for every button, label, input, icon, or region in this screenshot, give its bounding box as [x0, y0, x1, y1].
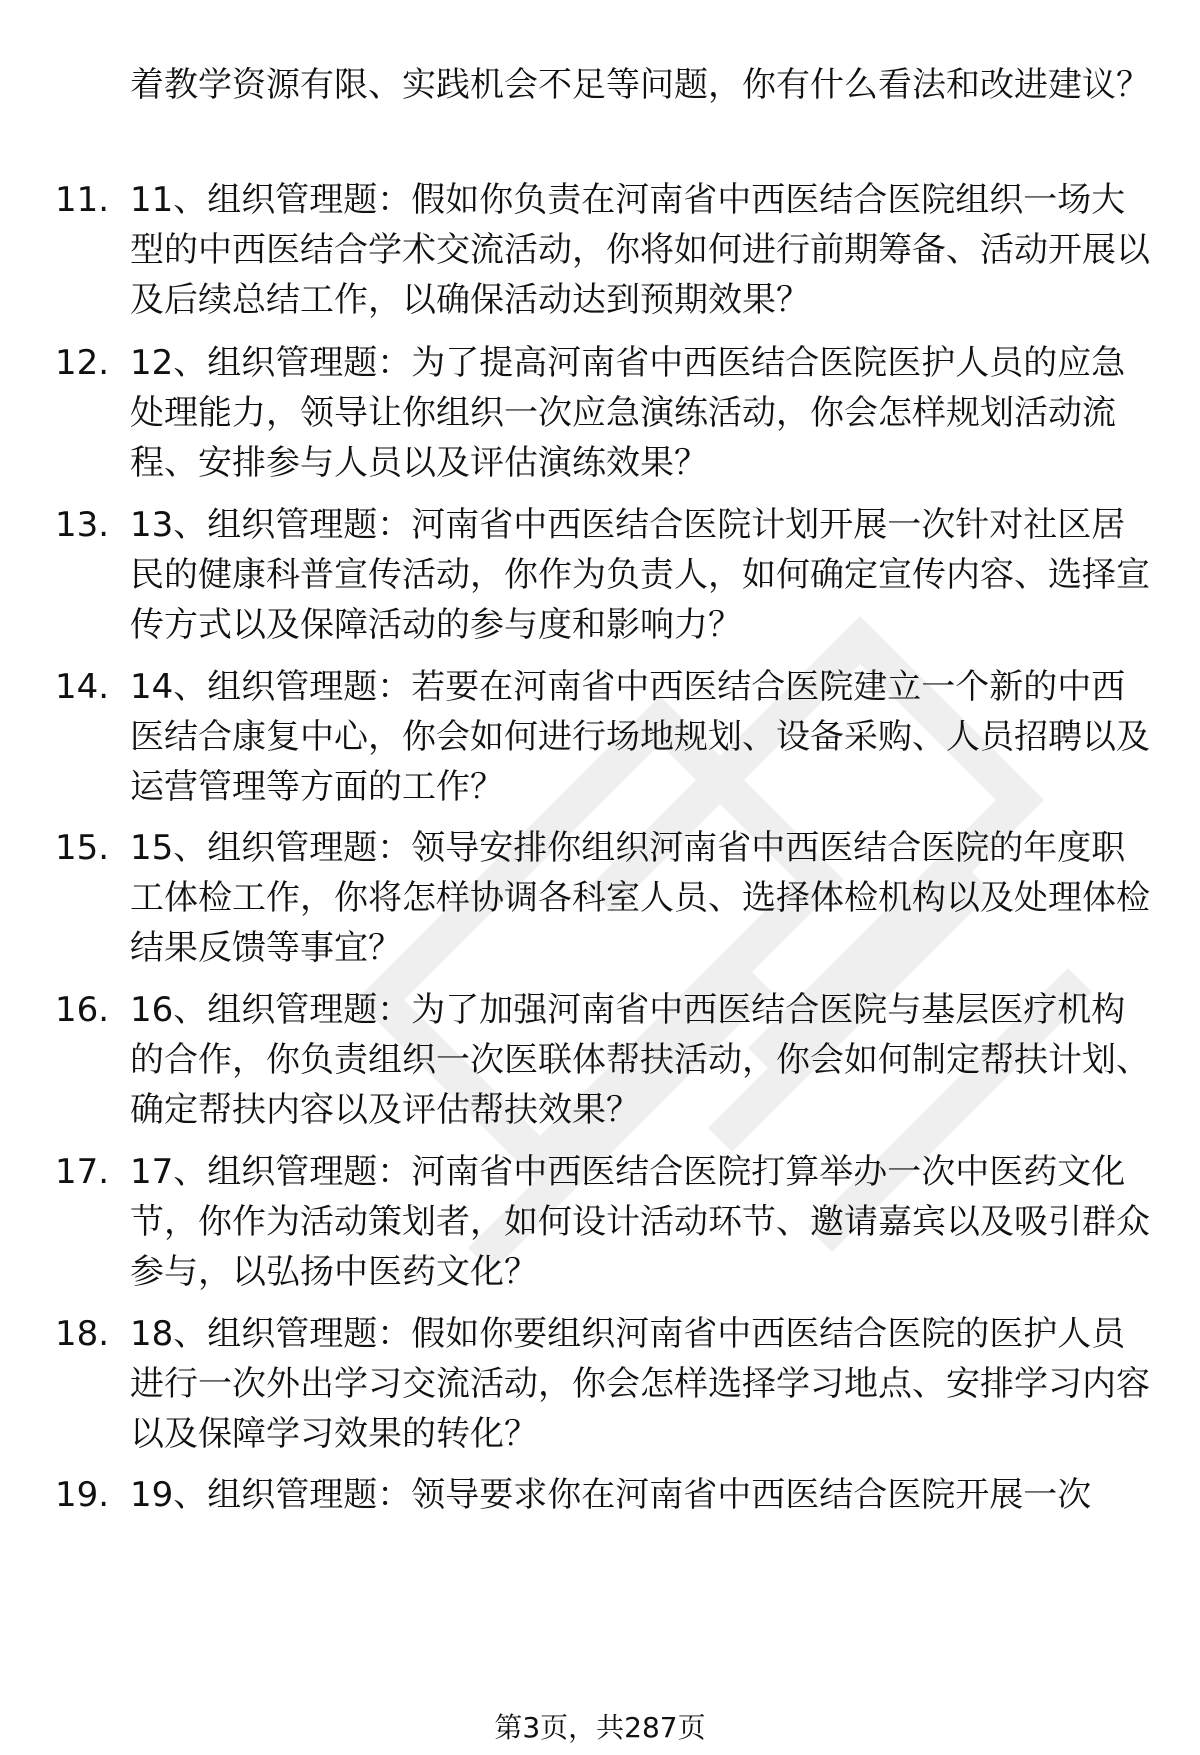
item-text: 14、组织管理题：若要在河南省中西医结合医院建立一个新的中西医结合康复中心，你会如何进行场地规划、设备采购、人员招聘以及运营管理等方面的工作？ — [130, 667, 1150, 807]
item-number: 12. — [55, 343, 110, 383]
item-number: 13. — [55, 505, 110, 545]
item-text: 16、组织管理题：为了加强河南省中西医结合医院与基层医疗机构的合作，你负责组织一次医联体帮扶活动，你会如何制定帮扶计划、确定帮扶内容以及评估帮扶效果？ — [130, 990, 1150, 1130]
item-number: 17. — [55, 1152, 110, 1192]
item-text: 15、组织管理题：领导安排你组织河南省中西医结合医院的年度职工体检工作，你将怎样协调各科室人员、选择体检机构以及处理体检结果反馈等事宜？ — [130, 828, 1150, 968]
item-text: 12、组织管理题：为了提高河南省中西医结合医院医护人员的应急处理能力，领导让你组织一次应急演练活动，你会怎样规划活动流程、安排参与人员以及评估演练效果？ — [130, 343, 1126, 483]
item-number: 16. — [55, 990, 110, 1030]
item-number: 11. — [55, 180, 110, 220]
item-number: 18. — [55, 1314, 110, 1354]
item-text: 18、组织管理题：假如你要组织河南省中西医结合医院的医护人员进行一次外出学习交流活动，你会怎样选择学习地点、安排学习内容以及保障学习效果的转化？ — [130, 1314, 1150, 1454]
page-footer: 第3页，共287页 — [494, 1711, 706, 1744]
item-number: 15. — [55, 828, 110, 868]
item-text: 11、组织管理题：假如你负责在河南省中西医结合医院组织一场大型的中西医结合学术交流活动，你将如何进行前期筹备、活动开展以及后续总结工作，以确保活动达到预期效果？ — [130, 180, 1150, 320]
item-number: 19. — [55, 1475, 110, 1515]
item-text: 17、组织管理题：河南省中西医结合医院打算举办一次中医药文化节，你作为活动策划者，如何设计活动环节、邀请嘉宾以及吸引群众参与，以弘扬中医药文化？ — [130, 1152, 1150, 1292]
continuation-paragraph: 着教学资源有限、实践机会不足等问题，你有什么看法和改进建议？ — [130, 65, 1150, 105]
item-text: 13、组织管理题：河南省中西医结合医院计划开展一次针对社区居民的健康科普宣传活动，你作为负责人，如何确定宣传内容、选择宣传方式以及保障活动的参与度和影响力？ — [130, 505, 1150, 645]
item-number: 14. — [55, 667, 110, 707]
item-text: 19、组织管理题：领导要求你在河南省中西医结合医院开展一次 — [130, 1475, 1092, 1515]
